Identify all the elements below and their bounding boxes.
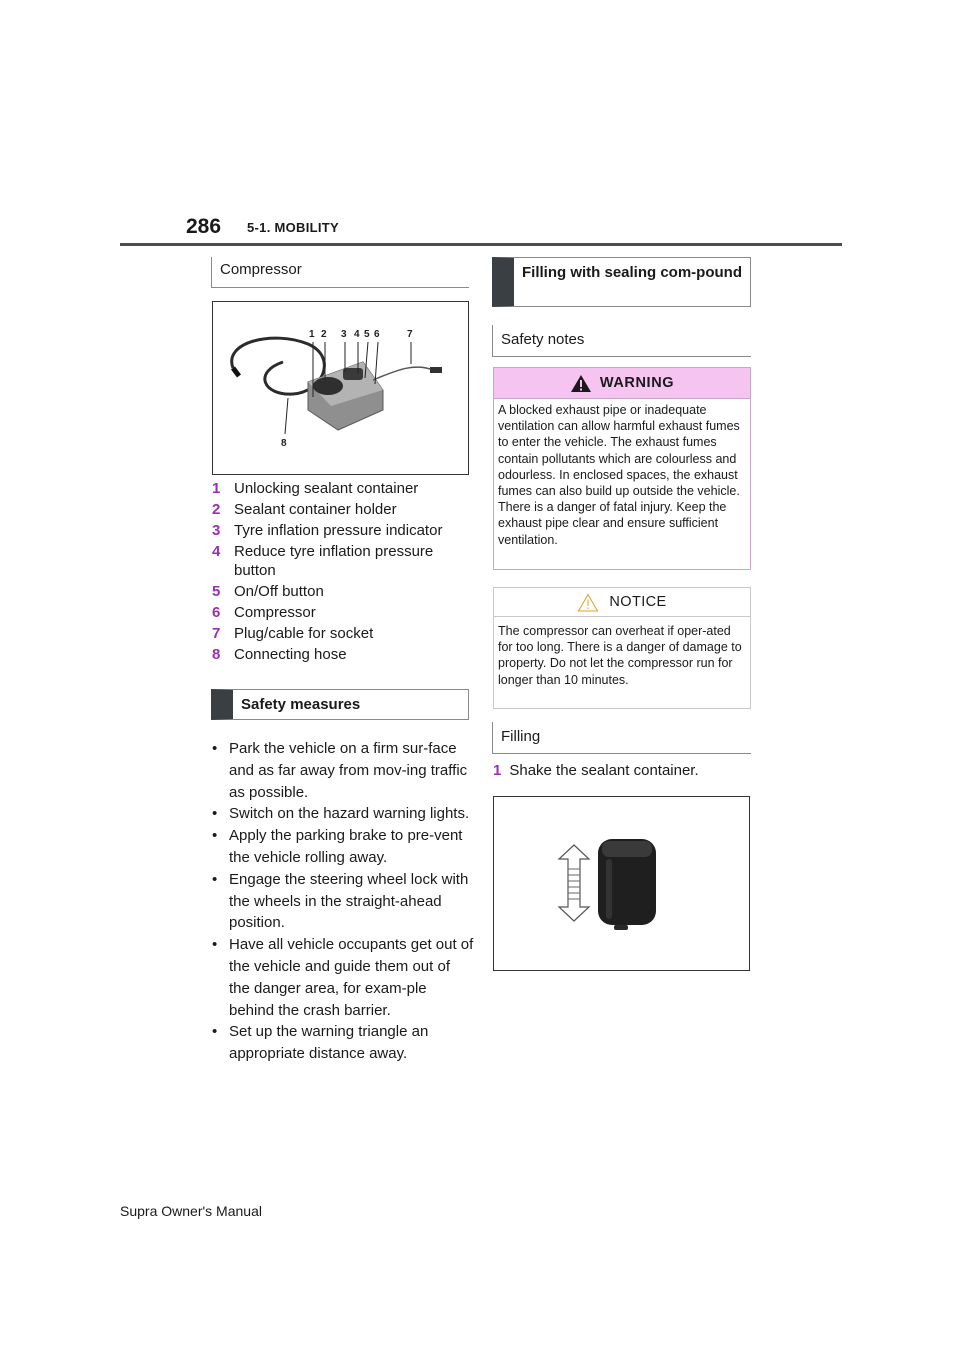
legend-number: 6 <box>212 604 221 621</box>
legend-text: Connecting hose <box>234 646 347 663</box>
figure-label-5: 5 <box>364 329 370 340</box>
safety-measures-heading: Safety measures <box>211 689 469 720</box>
list-item-text: Apply the parking brake to pre-vent the vehicle rolling away. <box>229 827 463 866</box>
filling-heading: Filling <box>492 722 751 754</box>
list-item: • Have all vehicle occupants get out of the vehicle and guide them out of the danger area, for exam-ple behind the crash barrier. <box>212 934 474 1021</box>
compressor-illustration <box>213 302 468 474</box>
figure-label-7: 7 <box>407 329 413 340</box>
legend-number: 4 <box>212 543 221 560</box>
list-item-text: Have all vehicle occupants get out of the vehicle and guide them out of the danger area, for exam-ple behind the crash barrier. <box>229 936 474 1019</box>
warning-header <box>494 368 750 399</box>
notice-title: NOTICE <box>609 594 667 610</box>
step-number: 1 <box>493 762 502 779</box>
caution-triangle-icon <box>577 593 599 612</box>
legend-item <box>212 624 474 643</box>
safety-measures-list <box>212 738 474 1065</box>
legend-number: 1 <box>212 480 221 497</box>
notice-header <box>494 588 750 617</box>
figure-label-2: 2 <box>321 329 327 340</box>
legend-text: On/Off button <box>234 583 324 600</box>
notice-text: The compressor can overheat if oper-ated for too long. There is a danger of damage to property. Do not let the compressor run for longer than 10 minutes. <box>498 624 742 687</box>
component-legend <box>212 479 474 666</box>
notice-box <box>493 587 751 709</box>
filling-sealing-heading: Filling with sealing com-pound <box>492 257 751 307</box>
legend-text: Plug/cable for socket <box>234 625 374 642</box>
legend-text: Tyre inflation pressure indicator <box>234 522 443 539</box>
list-item: • Engage the steering wheel lock with the wheels in the straight-ahead position. <box>212 869 474 934</box>
list-item: • Switch on the hazard warning lights. <box>212 803 474 825</box>
shake-illustration <box>494 797 749 970</box>
list-item-text: Engage the steering wheel lock with the wheels in the straight-ahead position. <box>229 870 469 932</box>
legend-item <box>212 521 474 540</box>
footer-manual-title: Supra Owner's Manual <box>120 1203 262 1219</box>
warning-triangle-icon <box>570 374 592 393</box>
section-title: 5-1. MOBILITY <box>247 220 340 235</box>
legend-text: Unlocking sealant container <box>234 480 419 497</box>
step-item <box>493 762 699 779</box>
warning-title: WARNING <box>599 375 675 391</box>
warning-text: A blocked exhaust pipe or inadequate ventilation can allow harmful exhaust fumes to enter the vehicle. The exhaust fumes contain pollutants which are colourless and odourless. In enclosed spaces, the exhaust fumes can also build up outside the vehicle. There is a danger of fatal injury. Keep the exhaust pipe clear and ensure sufficient ventilation. <box>498 403 740 547</box>
list-item: • Apply the parking brake to pre-vent the vehicle rolling away. <box>212 825 474 869</box>
legend-item <box>212 582 474 601</box>
figure-label-4: 4 <box>354 329 360 340</box>
compressor-heading: Compressor <box>211 257 469 288</box>
figure-label-3: 3 <box>341 329 347 340</box>
legend-item <box>212 479 474 498</box>
shake-container-figure <box>493 796 750 971</box>
step-text: Shake the sealant container. <box>509 762 699 779</box>
figure-label-8: 8 <box>281 438 287 449</box>
legend-number: 5 <box>212 583 221 600</box>
list-item: • Park the vehicle on a firm sur-face and as far away from mov-ing traffic as possible. <box>212 738 474 803</box>
legend-item <box>212 603 474 622</box>
figure-label-1: 1 <box>309 329 315 340</box>
figure-label-6: 6 <box>374 329 380 340</box>
legend-text: Sealant container holder <box>234 501 397 518</box>
legend-number: 7 <box>212 625 221 642</box>
legend-item <box>212 542 474 580</box>
legend-number: 8 <box>212 646 221 663</box>
safety-notes-heading: Safety notes <box>492 325 751 357</box>
list-item-text: Switch on the hazard warning lights. <box>229 805 470 823</box>
legend-number: 2 <box>212 501 221 518</box>
compressor-figure <box>212 301 469 475</box>
list-item-text: Park the vehicle on a firm sur-face and as far away from mov-ing traffic as possible. <box>229 740 468 801</box>
legend-item <box>212 645 474 664</box>
list-item: • Set up the warning triangle an appropriate distance away. <box>212 1021 474 1065</box>
legend-text: Compressor <box>234 604 316 621</box>
legend-item <box>212 500 474 519</box>
header-rule <box>120 243 842 246</box>
double-arrow-icon <box>559 845 589 921</box>
page-number: 286 <box>186 215 222 238</box>
warning-box <box>493 367 751 570</box>
legend-number: 3 <box>212 522 221 539</box>
legend-text: Reduce tyre inflation pressure button <box>234 543 434 579</box>
list-item-text: Set up the warning triangle an appropriate distance away. <box>229 1023 429 1063</box>
